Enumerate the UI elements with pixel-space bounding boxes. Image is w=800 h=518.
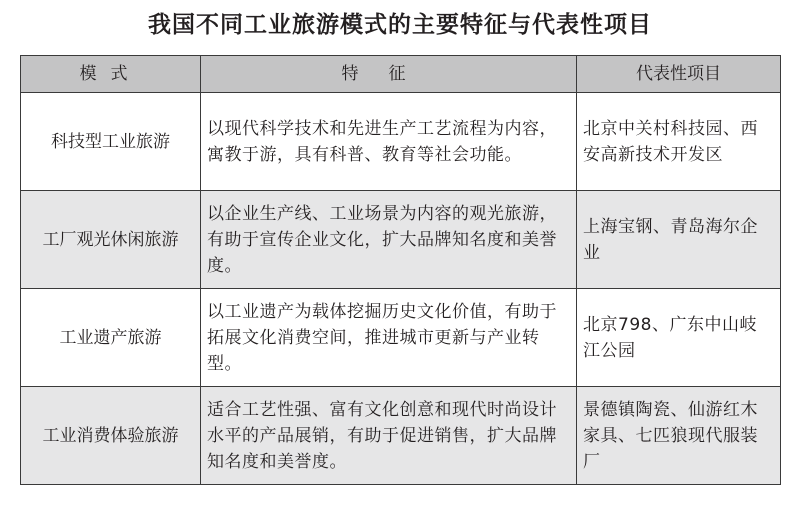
mode-cell: 工厂观光休闲旅游 xyxy=(21,191,201,289)
project-cell: 上海宝钢、青岛海尔企业 xyxy=(577,191,781,289)
header-row xyxy=(21,56,781,93)
header-feature: 特征 xyxy=(201,56,577,93)
feature-cell: 以企业生产线、工业场景为内容的观光旅游，有助于宣传企业文化，扩大品牌知名度和美誉度。 xyxy=(201,191,577,289)
mode-cell: 科技型工业旅游 xyxy=(21,93,201,191)
table-row xyxy=(21,387,781,485)
mode-cell: 工业消费体验旅游 xyxy=(21,387,201,485)
feature-cell: 以工业遗产为载体挖掘历史文化价值，有助于拓展文化消费空间，推进城市更新与产业转型。 xyxy=(201,289,577,387)
tourism-modes-table xyxy=(20,55,781,485)
table-row xyxy=(21,191,781,289)
table-row xyxy=(21,93,781,191)
table-title: 我国不同工业旅游模式的主要特征与代表性项目 xyxy=(148,12,652,38)
header-mode: 模式 xyxy=(21,56,201,93)
project-cell: 北京中关村科技园、西安高新技术开发区 xyxy=(577,93,781,191)
mode-cell: 工业遗产旅游 xyxy=(21,289,201,387)
project-cell: 景德镇陶瓷、仙游红木家具、七匹狼现代服装厂 xyxy=(577,387,781,485)
project-cell: 北京798、广东中山岐江公园 xyxy=(577,289,781,387)
header-project: 代表性项目 xyxy=(577,56,781,93)
feature-cell: 适合工艺性强、富有文化创意和现代时尚设计水平的产品展销，有助于促进销售，扩大品牌知名度和美誉度。 xyxy=(201,387,577,485)
table-row xyxy=(21,289,781,387)
feature-cell: 以现代科学技术和先进生产工艺流程为内容，寓教于游，具有科普、教育等社会功能。 xyxy=(201,93,577,191)
